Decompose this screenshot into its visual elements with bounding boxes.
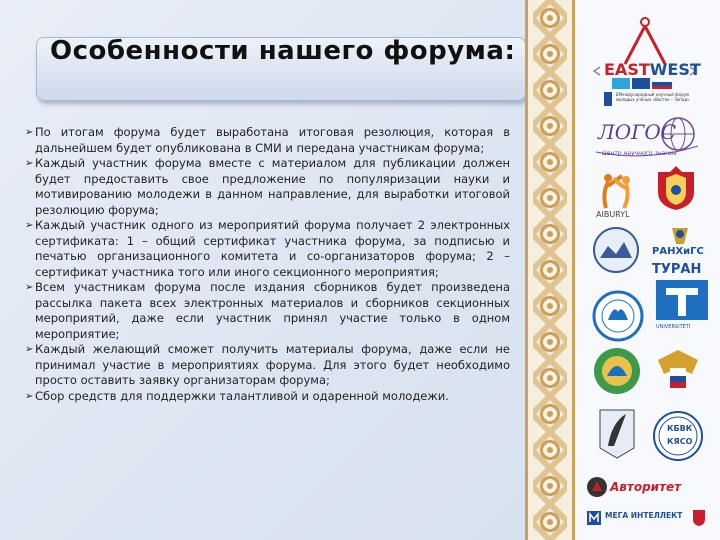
list-item: ➢ Сбор средств для поддержки талантливой и одаренной молодежи.	[25, 388, 449, 403]
arrow-bullet-icon: ➢	[25, 220, 34, 231]
ornament-border	[525, 0, 575, 540]
avtoritet-icon	[586, 476, 608, 498]
coat-of-arms-icon	[652, 164, 700, 212]
arrow-bullet-icon: ➢	[25, 344, 34, 355]
logos-caption: Центр научного знания	[602, 150, 677, 157]
turan-text: ТУРАН	[652, 262, 702, 277]
kbvk-logo	[652, 410, 704, 462]
list-item: ➢ Каждый участник форума вместе с материалом для публикации должен будет предоставить свое предложение по популяризации науки и мотивированию молодежи в данном направление, для выработки итоговой резолюцию форума;	[25, 156, 510, 217]
kbvk-seal-icon	[652, 410, 704, 462]
logos-logo	[592, 114, 702, 162]
logos-name: ЛОГОС	[598, 120, 677, 144]
dancers-icon	[592, 172, 642, 210]
eastwest-caption: EMеждународный научный форум молодых учёных «Восток – Запад»	[616, 92, 690, 102]
ranepa-text: РАНХиГС	[652, 246, 704, 257]
mega-intellect-icon	[586, 510, 602, 526]
arrow-bullet-icon: ➢	[25, 158, 34, 169]
avtoritet-logo	[586, 474, 710, 500]
mega-intellect-text: МЕГА ИНТЕЛЛЕКТ	[605, 511, 683, 520]
aiburyl-text: AIBURYL	[596, 210, 630, 219]
eastwest-west-text: WEST	[649, 60, 701, 79]
green-seal-icon	[592, 346, 642, 396]
kbvk-sub-text: КЯСО	[667, 437, 693, 446]
eagle-crest	[652, 344, 704, 396]
eastwest-logo	[590, 12, 700, 110]
list-item: ➢ Всем участникам форума после издания сборников будет произведена рассылка пакета всех электронных материалов и сборников секционных мероприятий, даже если участник принял участие только в одном мероприятие;	[25, 280, 510, 341]
ornament-pattern	[533, 0, 567, 540]
turan-logo	[652, 262, 710, 334]
kbvk-text: КБВК	[667, 424, 693, 433]
list-item: ➢ По итогам форума будет выработана итоговая резолюция, которая в дальнейшем будет опубликована в СМИ и передана участникам форума;	[25, 125, 510, 155]
page-title: Особенности нашего форума:	[50, 36, 516, 66]
ranepa-logo	[650, 226, 710, 266]
pen-emblem	[594, 404, 640, 460]
arrow-bullet-icon: ➢	[25, 390, 34, 402]
feature-list	[26, 125, 510, 404]
mega-intellect-logo	[586, 506, 710, 532]
eagle-icon	[652, 344, 704, 396]
arrow-bullet-icon: ➢	[25, 282, 34, 293]
university-seal	[592, 290, 644, 342]
list-item: ➢ Каждый желающий сможет получить материалы форума, даже если не принимал участие в мероприятиях форума. Для этого будет необходимо просто оставить заявку организаторам форума;	[25, 342, 510, 387]
ranepa-emblem-icon	[650, 226, 710, 246]
quill-icon	[594, 404, 640, 460]
green-emblem	[592, 346, 642, 396]
arrow-bullet-icon: ➢	[25, 127, 34, 138]
academy-emblem	[592, 226, 640, 274]
turan-t-icon	[654, 280, 710, 328]
avtoritet-text: Авторитет	[610, 480, 682, 494]
red-shield-icon	[692, 509, 706, 527]
crest-logo	[652, 164, 700, 212]
university-seal-icon	[592, 290, 644, 342]
eastwest-east-text: EAST	[604, 60, 650, 79]
list-item: ➢ Каждый участник одного из мероприятий форума получает 2 электронных сертификата: 1 – общий сертификат участника форума, за подписью и печатью организационного комитета и со-организаторов форума; 2 – сертификат участника того или иного секционного мероприятия;	[25, 218, 510, 279]
turan-sub-text: UNIVERSITETI	[656, 324, 691, 330]
round-emblem-icon	[592, 226, 640, 274]
aiburyl-logo	[592, 172, 642, 222]
